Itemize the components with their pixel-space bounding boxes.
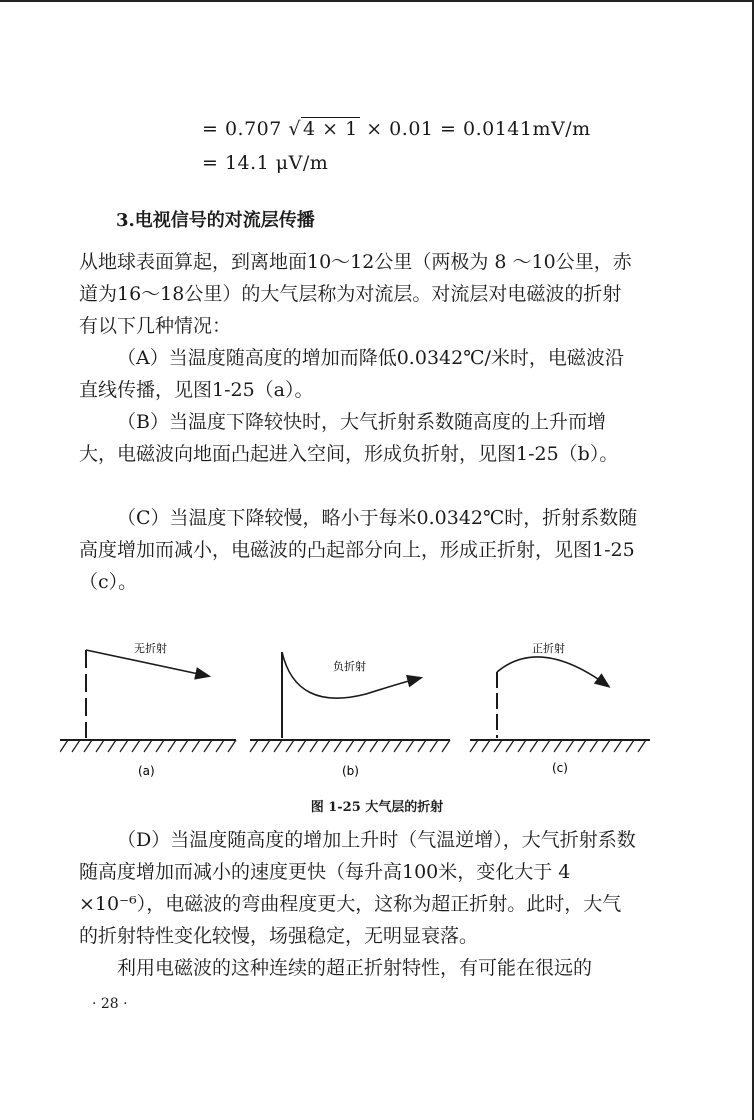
annotation-c: 正折射 xyxy=(532,642,565,655)
panel-label-c: (c) xyxy=(552,761,568,775)
page-border-top xyxy=(0,0,754,2)
panel-b xyxy=(250,652,450,778)
wave-path-c xyxy=(497,657,608,686)
panel-label-b: (b) xyxy=(342,764,359,778)
annotation-b: 负折射 xyxy=(333,660,366,673)
annotation-a: 无折射 xyxy=(134,642,167,655)
equation-suffix: × 0.01 = 0.0141mV/m xyxy=(359,118,591,140)
ground-hatch-c xyxy=(470,740,646,752)
page-number: · 28 · xyxy=(92,996,128,1012)
ground-hatch-b xyxy=(250,740,450,752)
paragraph-case-c: （C）当温度下降较慢，略小于每米0.0342℃时，折射系数随高度增加而减小，电磁波的凸起部分向上，形成正折射，见图1-25（c）。 xyxy=(79,507,638,593)
panel-c xyxy=(470,641,650,775)
section-heading: 3.电视信号的对流层传播 xyxy=(116,210,315,231)
refraction-figure xyxy=(60,630,660,790)
equation-radicand: 4 × 1 xyxy=(303,118,358,140)
equation-prefix: = 0.707 √ xyxy=(202,118,301,140)
panel-a xyxy=(60,641,236,778)
ground-hatch-a xyxy=(60,740,236,752)
paragraph-continuation: 利用电磁波的这种连续的超正折射特性，有可能在很远的 xyxy=(117,957,593,979)
equation-line-1 xyxy=(202,118,591,140)
paragraph-case-a: （A）当温度随高度的增加而降低0.0342℃/米时，电磁波沿直线传播，见图1-25（a）。 xyxy=(79,347,624,401)
wave-path-b xyxy=(282,652,420,698)
paragraph-intro: 从地球表面算起，到离地面10～12公里（两极为 8 ～10公里，赤道为16～18公里）的大气层称为对流层。对流层对电磁波的折射有以下几种情况： xyxy=(79,251,632,337)
panel-label-a: (a) xyxy=(138,764,155,778)
paragraph-case-b: （B）当温度下降较快时，大气折射系数随高度的上升而增大，电磁波向地面凸起进入空间，形成负折射，见图1-25（b）。 xyxy=(79,411,619,465)
equation-line-2: = 14.1 μV/m xyxy=(202,152,329,174)
refraction-diagram xyxy=(60,630,660,790)
paragraph-case-d: （D）当温度随高度的增加上升时（气温逆增），大气折射系数随高度增加而减小的速度更快（每升高100米，变化大于 4 ×10⁻⁶），电磁波的弯曲程度更大，这称为超正折射。此时，大气的折射特性变化较慢，场强稳定，无明显衰落。 xyxy=(79,829,636,947)
figure-caption: 图 1-25 大气层的折射 xyxy=(310,800,444,815)
